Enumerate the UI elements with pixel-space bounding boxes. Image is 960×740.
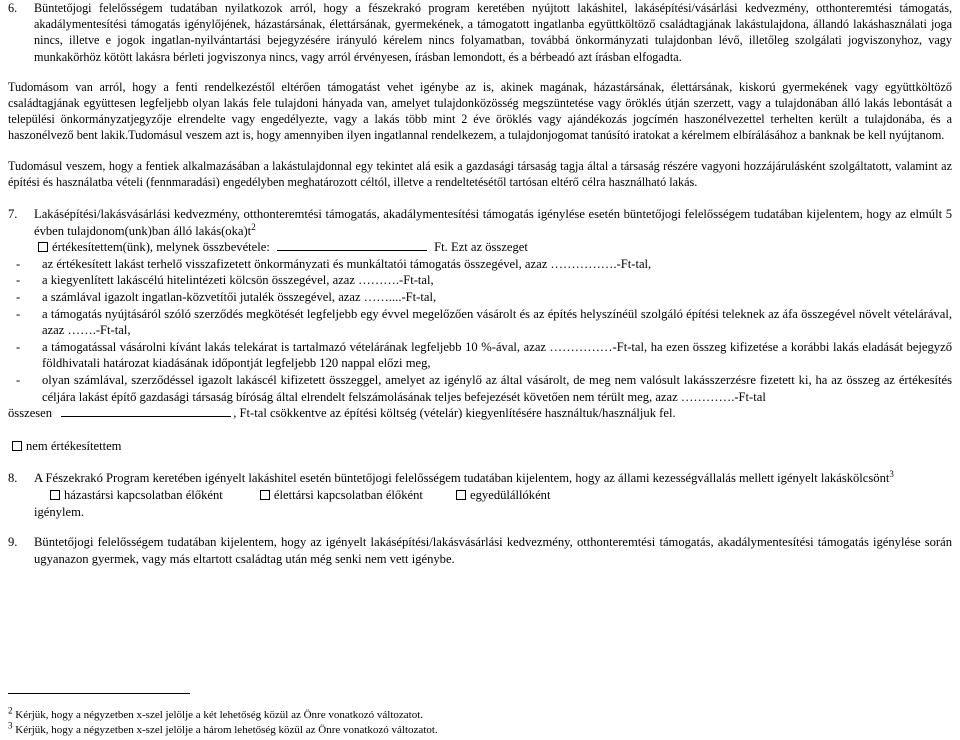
deduction-list <box>8 256 952 405</box>
item-8-tail: igénylem. <box>34 504 85 519</box>
footnote: $^3$ Kérjük, hogy a négyzetben x-szel jelölje a három lehetőség közül az Önre vonatkozó változatot. <box>8 720 438 736</box>
sold-label: értékesítettem(ünk), melynek összbevétele: <box>52 240 270 255</box>
deduction-item: - a támogatás nyújtásáról szóló szerződés megkötését legfeljebb egy évvel megelőzően vásárolt és az építés helyszínéül szolgáló építési teleknek az áfa összegével növelt vételárával, azaz …….-Ft-tal, <box>16 306 952 338</box>
item-8-number: 8. <box>8 471 18 486</box>
item-7-number: 7. <box>8 207 18 222</box>
sold-checkbox[interactable] <box>38 242 48 252</box>
partner-label: élettársi kapcsolatban élőként <box>273 487 423 502</box>
item-6-paragraph-3: Tudomásul veszem, hogy a fentiek alkalmazásában a lakástulajdonnal egy tekintet alá esik a gazdasági társaság tagja által a társaság részére vagyoni hozzájárulásként szolgáltatott, valamint az építési és használatba vételi (fennmaradási) engedélyben meghatározott céltól, illetve a rendeltetésétől tartósan eltérő célra használható lakás. <box>8 158 952 189</box>
item-8 <box>8 470 952 520</box>
item-6-paragraph-1: Büntetőjogi felelősségem tudatában nyilatkozok arról, hogy a fészekrakó program keretében nyújtott lakáshitel, lakásépítési/vásárlási kedvezmény, otthonteremtési támogatás, akadálymentesítési támogatás igénylőjének, házastársának, élettársának, gyermekének, a támogatott ingatlanba együttköltöző családtagjának lakástulajdona, állandó lakáshasználati joga nincs, illetve e jogok ingatlan-nyilvántartási bejegyzésére irányuló kérelem nincs folyamatban, továbbá önkormányzati tulajdonban lévő, illetőleg szolgálati jogviszonyhoz, vagy munkakörhöz kötött lakásra bérleti jogviszonya nincs, vagy arról érvényesen, írásban lemondott, és a bérbeadó azt írásban elfogadta. <box>34 1 952 64</box>
married-label: házastársi kapcsolatban élőként <box>64 487 223 502</box>
not-sold-checkbox[interactable] <box>12 441 22 451</box>
total-revenue-field[interactable] <box>277 239 427 251</box>
item-6-number: 6. <box>8 1 18 15</box>
not-sold-label: nem értékesítettem <box>26 438 122 453</box>
sold-label-after: Ft. Ezt az összeget <box>434 240 528 255</box>
item-9-number: 9. <box>8 535 18 550</box>
relationship-options <box>34 487 952 504</box>
deduction-item: - az értékesített lakást terhelő visszafizetett önkormányzati és munkáltatói támogatás összegével, azaz …………….-Ft-tal, <box>16 256 652 271</box>
deduction-item: - olyan számlával, szerződéssel igazolt lakáscél kifizetett összeggel, amelyet az igénylő az által vásárolt, de meg nem valósult lakásszerzésre fizetett ki, ha az összeg az értékesítés céljára lakást építő gazdasági társaság bíróság által elrendelt felszámolásának teljes befejezését követően nem térült meg, azaz ………….-Ft-tal <box>16 372 952 404</box>
total-amount-field[interactable] <box>61 405 231 417</box>
married-checkbox[interactable] <box>50 490 60 500</box>
partner-checkbox[interactable] <box>260 490 270 500</box>
single-label: egyedülállóként <box>470 487 551 502</box>
item-6-paragraph-2: Tudomásom van arról, hogy a fenti rendelkezéstől eltérően támogatást vehet igénybe az is, akinek magának, házastársának, élettársának, kiskorú gyermekének vagy együttköltöző családtagjának együttesen legfeljebb olyan lakás fele tulajdoni hányada van, amelyet tulajdonközösség megszüntetése vagy öröklés útján szerzett, vagy a tulajdonában álló lakás lebontását a települési önkormányzatjegyzője elrendelte vagy engedélyezte, vagy a lakás több mint 2 éve öröklés vagy ajándékozás jogcímén haszonélvezettel terhelten került a tulajdonába, és a haszonélvező bent lakik.Tudomásul veszem azt is, hogy amennyiben ilyen ingatlannal rendelkezem, a tulajdonjogomat tanúsító iratokat a kérelmem elbírálásához a banknak be kell nyújtanom. <box>8 79 952 143</box>
footnotes <box>8 705 438 738</box>
footnote-rule <box>8 693 190 694</box>
deduction-item: - a támogatással vásárolni kívánt lakás telekárat is tartalmazó vételárának legfeljebb 10 %-ával, azaz ……………-Ft-tal, ha ezen összeg kifizetése a korábbi lakás eladását bejegyző földhivatali határozat kiadásának időpontját legfeljebb 120 nappal előzi meg, <box>16 339 952 371</box>
item-9-text: Büntetőjogi felelősségem tudatában kijelentem, hogy az igényelt lakásépítési/lakásvásárlási kedvezmény, otthonteremtési támogatás, akadálymentesítési támogatás igénylése során ugyanazon gyermek, vagy más eltartott családtag után még senki nem vett igénybe. <box>34 535 952 566</box>
footnote: $^2$ Kérjük, hogy a négyzetben x-szel jelölje a két lehetőség közül az Önre vonatkozó változatot. <box>8 705 424 721</box>
item-7 <box>8 206 952 454</box>
item-9 <box>8 534 952 567</box>
item-6 <box>8 0 952 65</box>
option-not-sold <box>12 438 952 455</box>
single-checkbox[interactable] <box>456 490 466 500</box>
option-sold <box>34 239 952 256</box>
total-line: összesen , Ft-tal csökkentve az építési költség (vételár) kiegyenlítésére használtuk/használjuk fel. <box>8 406 676 421</box>
deduction-item: - a kiegyenlített lakáscélú hitelintézeti kölcsön összegével, azaz ……….-Ft-tal, <box>16 273 434 288</box>
deduction-item: - a számlával igazolt ingatlan-közvetítői jutalék összegével, azaz ……....-Ft-tal, <box>16 290 437 304</box>
item-8-text: A Fészekrakó Program keretében igényelt lakáshitel esetén büntetőjogi felelősségem tudatában kijelentem, hogy az állami kezességvállalás mellett igényelt lakáskölcsönt$^3$ <box>34 469 894 486</box>
item-7-intro: Lakásépítési/lakásvásárlási kedvezmény, otthonteremtési támogatás, akadálymentesítési támogatás igénylése esetén büntetőjogi felelősségem tudatában kijelentem, hogy az elmúlt 5 évben tulajdonom(unk)ban álló $lakás(oka)t^2$ <box>34 207 952 238</box>
